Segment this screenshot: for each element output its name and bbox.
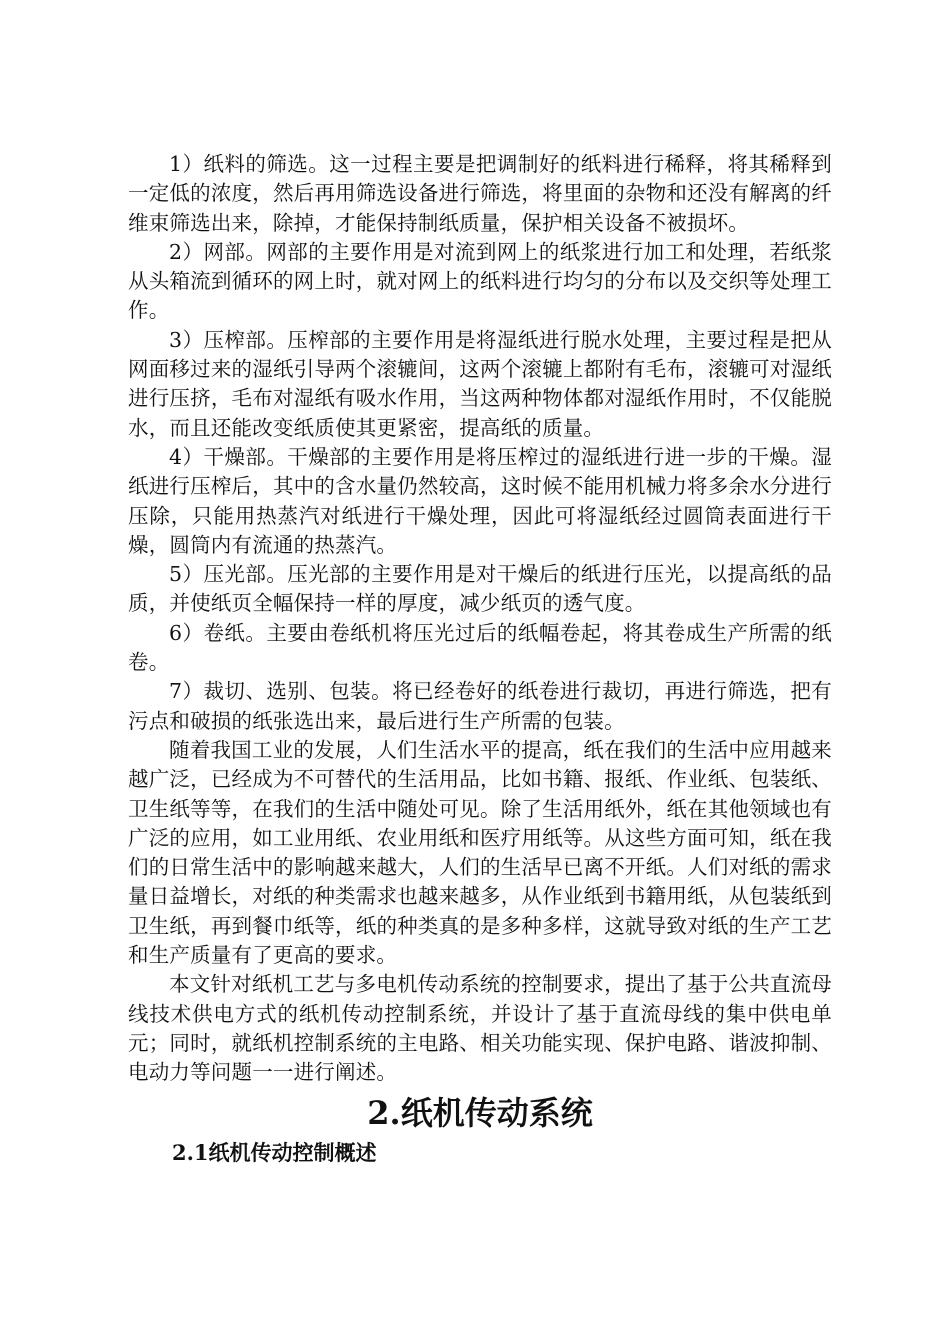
section-title: 2.纸机传动系统 [367, 1093, 593, 1132]
paragraph-cutting-packing: 7）裁切、选别、包装。将已经卷好的纸卷进行裁切，再进行筛选，把有污点和破损的纸张选出来，最后进行生产所需的包装。 [128, 679, 832, 733]
subsection-title: 2.1纸机传动控制概述 [172, 1139, 377, 1165]
paragraph-reeling: 6）卷纸。主要由卷纸机将压光过后的纸幅卷起，将其卷成生产所需的纸卷。 [128, 620, 832, 675]
paragraph-dryer-section: 4）干燥部。干燥部的主要作用是将压榨过的湿纸进行进一步的干燥。湿纸进行压榨后，其中的含水量仍然较高，这时候不能用机械力将多余水分进行压除，只能用热蒸汽对纸进行干燥处理，因此可将湿纸经过圆筒表面进行干燥，圆筒内有流通的热蒸汽。 [128, 444, 832, 557]
paragraph-pulp-screening: 1）纸料的筛选。这一过程主要是把调制好的纸料进行稀释，将其稀释到一定低的浓度，然后再用筛选设备进行筛选，将里面的杂物和还没有解离的纤维束筛选出来，除掉，才能保持制纸质量，保护相关设备不被损坏。 [128, 152, 832, 235]
document-body [128, 150, 832, 1168]
paragraph-press-section: 3）压榨部。压榨部的主要作用是将湿纸进行脱水处理，主要过程是把从网面移过来的湿纸引导两个滚辘间，这两个滚辘上都附有毛布，滚辘可对湿纸进行压挤，毛布对湿纸有吸水作用，当这两种物体都对湿纸作用时，不仅能脱水，而且还能改变纸质使其更紧密，提高纸的质量。 [128, 327, 832, 440]
paragraph-wire-section: 2）网部。网部的主要作用是对流到网上的纸浆进行加工和处理，若纸浆从头箱流到循环的网上时，就对网上的纸料进行均匀的分布以及交织等处理工作。 [128, 239, 832, 323]
paragraph-calender-section: 5）压光部。压光部的主要作用是对干燥后的纸进行压光，以提高纸的品质，并使纸页全幅保持一样的厚度，减少纸页的透气度。 [128, 562, 832, 616]
paragraph-thesis-summary: 本文针对纸机工艺与多电机传动系统的控制要求，提出了基于公共直流母线技术供电方式的纸机传动控制系统，并设计了基于直流母线的集中供电单元；同时，就纸机控制系统的主电路、相关功能实现、保护电路、谐波抑制、电动力等问题一一进行阐述。 [128, 972, 832, 1085]
paragraph-paper-demand: 随着我国工业的发展，人们生活水平的提高，纸在我们的生活中应用越来越广泛，已经成为不可替代的生活用品，比如书籍、报纸、作业纸、包装纸、卫生纸等等，在我们的生活中随处可见。除了生活用纸外，纸在其他领域也有广泛的应用，如工业用纸、农业用纸和医疗用纸等。从这些方面可知，纸在我们的日常生活中的影响越来越大，人们的生活早已离不开纸。人们对纸的需求量日益增长，对纸的种类需求也越来越多，从作业纸到书籍用纸，从包装纸到卫生纸，再到餐巾纸等，纸的种类真的是多种多样，这就导致对纸的生产工艺和生产质量有了更高的要求。 [128, 737, 832, 968]
